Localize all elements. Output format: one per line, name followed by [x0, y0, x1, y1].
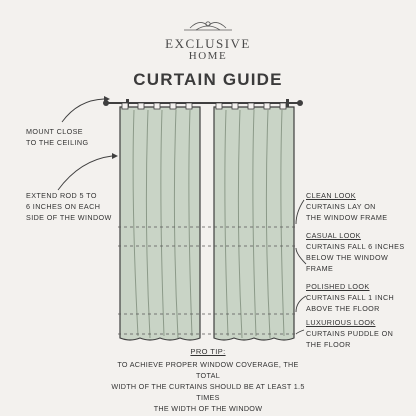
pointer-extend: [58, 156, 112, 190]
pointer-polished: [296, 296, 306, 312]
curtain-panel-left: [120, 103, 200, 340]
note-luxurious-look: LUXURIOUS LOOK CURTAINS PUDDLE ON THE FLOOR: [306, 318, 394, 349]
note-casual-look: CASUAL LOOK CURTAINS FALL 6 INCHES BELOW THE WINDOW FRAME: [306, 231, 405, 273]
note-extend-rod: EXTEND ROD 5 TO 6 INCHES ON EACH SIDE OF THE WINDOW: [26, 191, 112, 222]
pointer-casual: [296, 248, 306, 264]
pro-tip-text: TO ACHIEVE PROPER WINDOW COVERAGE, THE TOTAL WIDTH OF THE CURTAINS SHOULD BE AT LEAST 1.5 TIMES THE WIDTH OF THE WINDOW: [111, 360, 305, 413]
pro-tip-heading: PRO TIP:: [190, 347, 226, 356]
note-clean-look: CLEAN LOOK CURTAINS LAY ON THE WINDOW FRAME: [306, 191, 388, 222]
note-polished-look: POLISHED LOOK CURTAINS FALL 1 INCH ABOVE THE FLOOR: [306, 282, 395, 313]
note-mount: MOUNT CLOSE TO THE CEILING: [26, 127, 89, 147]
curtain-panel-right: [214, 103, 294, 340]
rod-finial-right: [297, 100, 303, 106]
pointer-luxurious: [296, 330, 304, 334]
pointer-clean: [296, 200, 304, 224]
rod-bracket-right: [286, 99, 289, 107]
brand-name: EXCLUSIVE: [165, 36, 251, 51]
page-title: CURTAIN GUIDE: [133, 70, 283, 89]
brand-subname: HOME: [188, 50, 228, 62]
pointer-mount: [62, 99, 104, 122]
